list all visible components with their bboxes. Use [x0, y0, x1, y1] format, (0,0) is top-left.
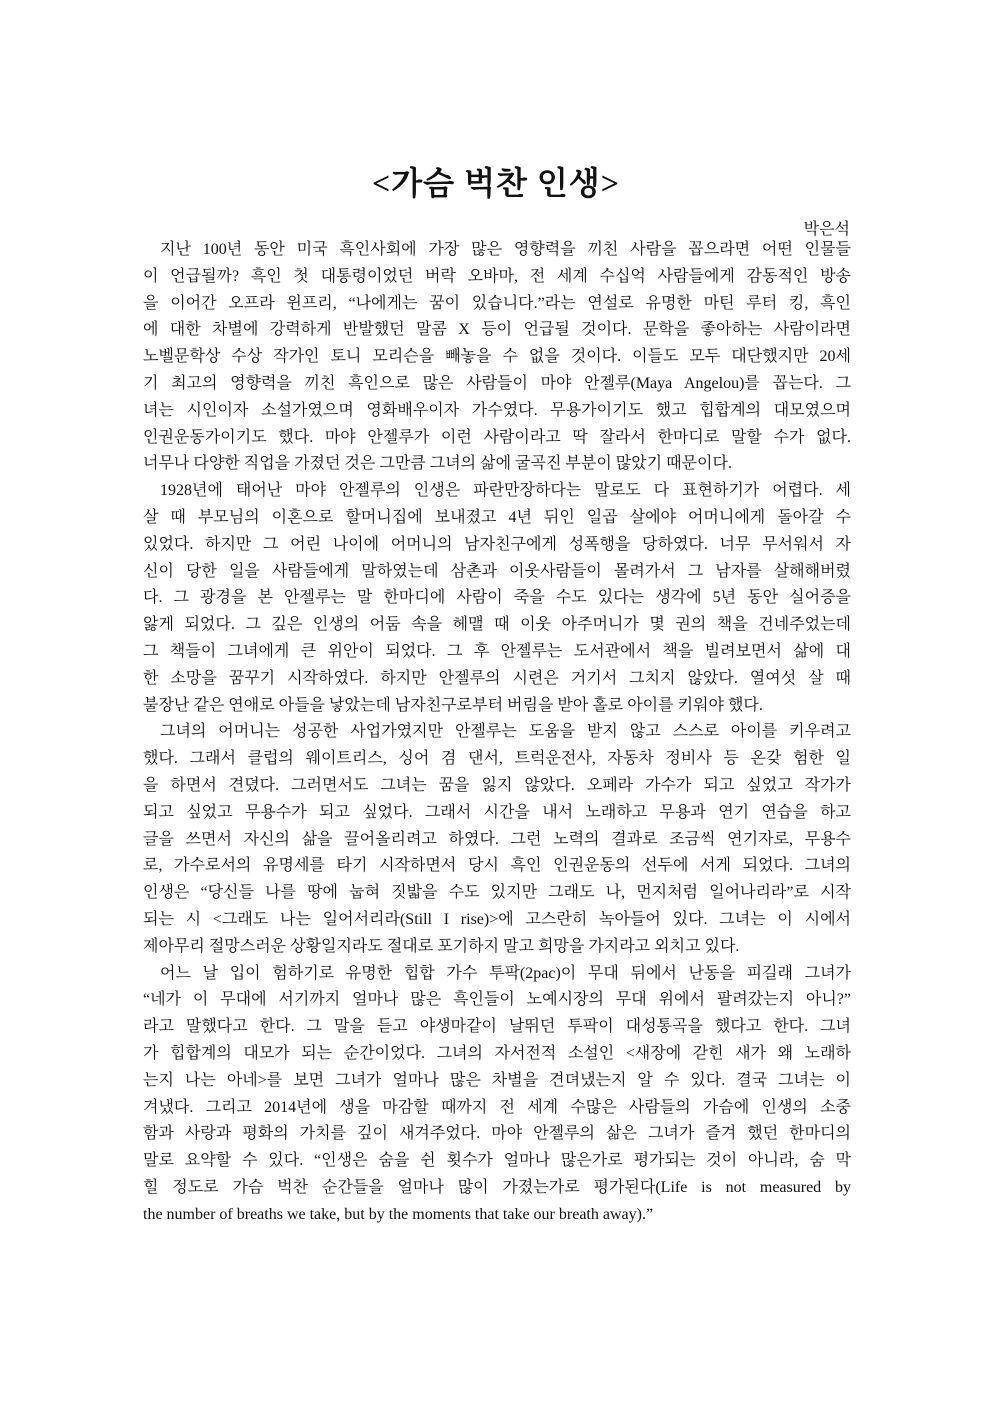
text-line: 을 하면서 견뎠다. 그러면서도 그녀는 꿈을 잃지 않았다. 오페라 가수가 되고 싶었고 작가가 [143, 776, 851, 794]
text-line: 되고 싶었고 무용수가 되고 싶었다. 그래서 시간을 내서 노래하고 무용과 연기 연습을 하고 [143, 803, 851, 821]
text-line: 제아무리 절망스러운 상황일지라도 절대로 포기하지 말고 희망을 가지라고 외치고 있다. [143, 937, 740, 955]
paragraph [143, 237, 851, 478]
text-line: 라고 말했다고 한다. 그 말을 듣고 야생마같이 날뛰던 투팍이 대성통곡을 했다고 한다. 그녀 [143, 1018, 851, 1036]
text-line: 어느 날 입이 험하기로 유명한 힙합 가수 투팍(2pac)이 무대 뒤에서 난동을 피길래 그녀가 [160, 964, 851, 982]
text-line: “네가 이 무대에 서기까지 얼마나 많은 흑인들이 노예시장의 무대 위에서 팔려갔는지 아니?” [143, 991, 851, 1009]
author-name: 박은석 [803, 221, 850, 238]
text-line: 앓게 되었다. 그 깊은 인생의 어둠 속을 헤맬 때 이웃 아주머니가 몇 권의 책을 건네주었는데 [143, 616, 851, 634]
text-line: 너무나 다양한 직업을 가졌던 것은 그만큼 그녀의 삶에 굴곡진 부분이 많았기 때문이다. [143, 455, 732, 473]
text-line: 인권운동가이기도 했다. 마야 안젤루가 이런 사람이라고 딱 잘라서 한마디로 말할 수가 없다. [143, 428, 851, 446]
text-line: 1928년에 태어난 마야 안젤루의 인생은 파란만장하다는 말로도 다 표현하기가 어렵다. 세 [160, 482, 851, 500]
text-line: 말로 요약할 수 있다. “인생은 숨을 쉰 횟수가 얼마나 많은가로 평가되는 것이 아니라, 숨 막 [143, 1152, 851, 1170]
text-line: 그녀의 어머니는 성공한 사업가였지만 안젤루는 도움을 받지 않고 스스로 아이를 키우려고 [160, 723, 851, 741]
text-line: 녀는 시인이자 소설가였으며 영화배우이자 가수였다. 무용가이기도 했고 힙합계의 대모였으며 [143, 401, 851, 419]
text-line: 있었다. 하지만 그 어린 나이에 어머니의 남자친구에게 성폭행을 당하였다. 너무 무서워서 자 [143, 535, 851, 553]
document-body [143, 237, 851, 1228]
text-line: 에 대한 차별에 강력하게 반발했던 말콤 X 등이 언급될 것이다. 문학을 좋아하는 사람이라면 [143, 321, 851, 339]
text-line: 불장난 같은 연애로 아들을 낳았는데 남자친구로부터 버림을 받아 홀로 아이를 키워야 했다. [143, 696, 763, 714]
text-line: 는지 나는 아네>를 보면 그녀가 얼마나 많은 차별을 견뎌냈는지 알 수 있다. 결국 그녀는 이 [143, 1071, 851, 1089]
text-line: 노벨문학상 수상 작가인 토니 모리슨을 빼놓을 수 없을 것이다. 이들도 모두 대단했지만 20세 [143, 348, 851, 366]
text-line: 이 언급될까? 흑인 첫 대통령이었던 버락 오바마, 전 세계 수십억 사람들에게 감동적인 방송 [143, 267, 851, 285]
text-line: 다. 그 광경을 본 안젤루는 말 한마디에 사람이 죽을 수도 있다는 생각에 5년 동안 실어증을 [143, 589, 851, 607]
text-line: 그 책들이 그녀에게 큰 위안이 되었다. 그 후 안젤루는 도서관에서 책을 빌려보면서 삶에 대 [143, 642, 851, 660]
text-line: 로, 가수로서의 유명세를 타기 시작하면서 당시 흑인 인권운동의 선두에 서게 되었다. 그녀의 [143, 857, 851, 875]
text-line: 함과 사랑과 평화의 가치를 깊이 새겨주었다. 마야 안젤루의 삶은 그녀가 즐겨 했던 한마디의 [143, 1125, 851, 1143]
text-line: 신이 당한 일을 사람들에게 말하였는데 삼촌과 이웃사람들이 몰려가서 그 남자를 살해해버렸 [143, 562, 851, 580]
text-line: 인생은 “당신들 나를 땅에 눕혀 짓밟을 수도 있지만 그래도 나, 먼지처럼 일어나리라”로 시작 [143, 884, 851, 902]
document-title: <가슴 벅찬 인생> [372, 165, 620, 201]
paragraph [143, 961, 851, 1229]
text-line: the number of breaths we take, but by the moments that take our breath away).” [143, 1205, 654, 1223]
text-line: 기 최고의 영향력을 끼친 흑인으로 많은 사람들이 마야 안젤루(Maya Angelou)를 꼽는다. 그 [143, 374, 851, 392]
text-line: 힐 정도로 가슴 벅찬 순간들을 얼마나 많이 가졌는가로 평가된다(Life is not measured by [143, 1178, 851, 1196]
text-line: 한 소망을 꿈꾸기 시작하였다. 하지만 안젤루의 시련은 거기서 그치지 않았다. 열여섯 살 때 [143, 669, 851, 687]
paragraph [143, 719, 851, 960]
text-line: 을 이어간 오프라 윈프리, “나에게는 꿈이 있습니다.”라는 연설로 유명한 마틴 루터 킹, 흑인 [143, 294, 851, 312]
text-line: 했다. 그래서 클럽의 웨이트리스, 싱어 겸 댄서, 트럭운전사, 자동차 정비사 등 온갖 험한 일 [143, 750, 851, 768]
text-line: 지난 100년 동안 미국 흑인사회에 가장 많은 영향력을 끼친 사람을 꼽으라면 어떤 인물들 [160, 241, 851, 258]
text-line: 되는 시 <그래도 나는 일어서리라(Still I rise)>에 고스란히 녹아들어 있다. 그녀는 이 시에서 [143, 910, 851, 928]
text-line: 살 때 부모님의 이혼으로 할머니집에 보내졌고 4년 뒤인 일곱 살에야 어머니에게 돌아갈 수 [143, 508, 851, 526]
text-line: 가 힙합계의 대모가 되는 순간이었다. 그녀의 자서전적 소설인 <새장에 갇힌 새가 왜 노래하 [143, 1044, 851, 1062]
text-line: 글을 쓰면서 자신의 삶을 끌어올리려고 하였다. 그런 노력의 결과로 조금씩 연기자로, 무용수 [143, 830, 851, 848]
paragraph [143, 478, 851, 719]
text-line: 겨냈다. 그리고 2014년에 생을 마감할 때까지 전 세계 수많은 사람들의 가슴에 인생의 소중 [143, 1098, 851, 1116]
